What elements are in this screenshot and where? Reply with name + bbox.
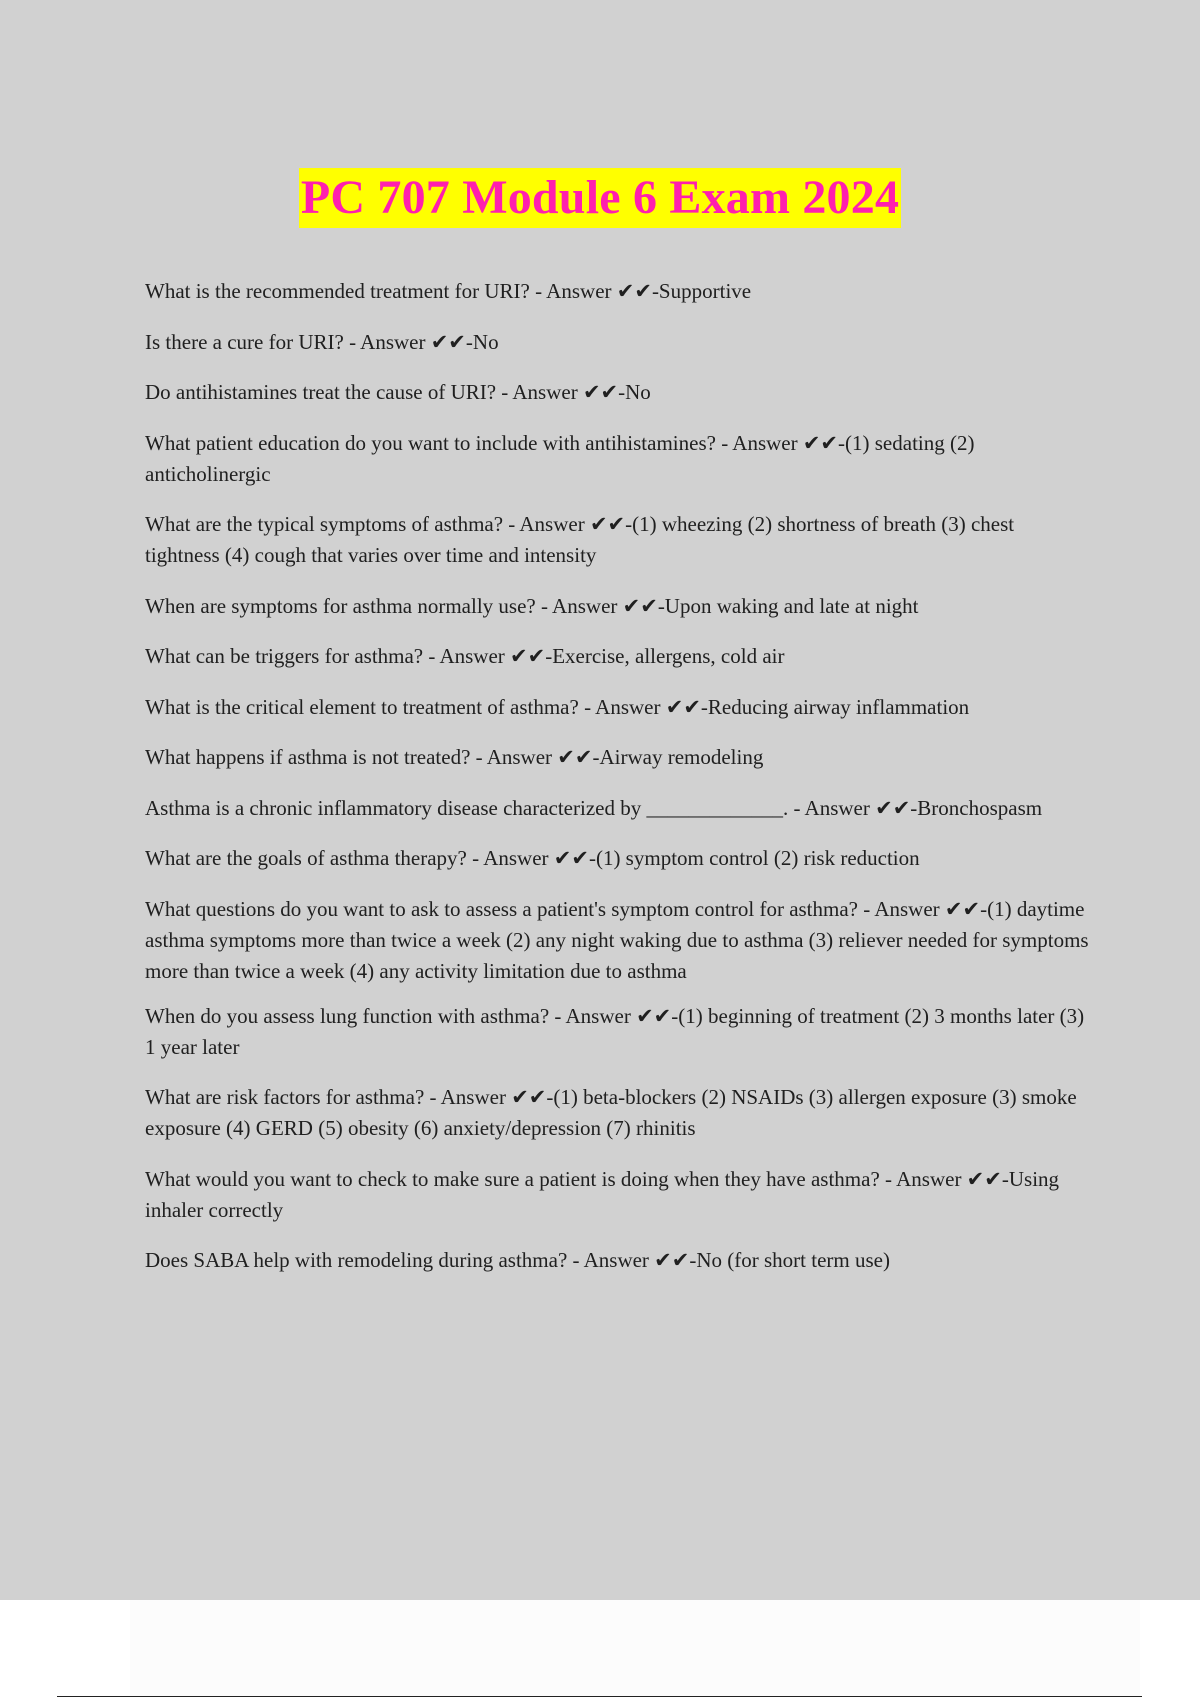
qa-item: What is the recommended treatment for URI? - Answer ✔✔-Supportive [145,279,752,303]
qa-item: Is there a cure for URI? - Answer ✔✔-No [145,329,499,354]
qa-item: What happens if asthma is not treated? - Answer ✔✔-Airway remodeling [145,745,764,769]
qa-item: What are risk factors for asthma? - Answer ✔✔-(1) beta-blockers (2) NSAIDs (3) allergen exposure (3) smoke exposure (4) GERD (5) obesity (6) anxiety/depression (7) rhinitis [145,1085,1077,1140]
qa-item: What patient education do you want to include with antihistamines? - Answer ✔✔-(1) sedating (2) anticholinergic [145,430,975,486]
qa-item: What is the critical element to treatment of asthma? - Answer ✔✔-Reducing airway inflammation [145,694,970,719]
qa-item: Do antihistamines treat the cause of URI? - Answer ✔✔-No [145,380,651,404]
qa-item: When are symptoms for asthma normally use? - Answer ✔✔-Upon waking and late at night [145,593,919,618]
title-container [0,168,1200,228]
qa-item: What are the goals of asthma therapy? - Answer ✔✔-(1) symptom control (2) risk reduction [145,846,920,870]
document-title: PC 707 Module 6 Exam 2024 [299,168,901,228]
qa-item: What would you want to check to make sure a patient is doing when they have asthma? - Answer ✔✔-Using inhaler correctly [145,1166,1060,1222]
qa-item: When do you assess lung function with asthma? - Answer ✔✔-(1) beginning of treatment (2) 3 months later (3) 1 year later [145,1003,1085,1059]
qa-item: What can be triggers for asthma? - Answer ✔✔-Exercise, allergens, cold air [145,644,785,668]
qa-item: What are the typical symptoms of asthma? - Answer ✔✔-(1) wheezing (2) shortness of breath (3) chest tightness (4) cough that varies over time and intensity [145,512,1015,567]
next-page-panel [130,1600,1140,1696]
qa-list [145,276,1090,1296]
qa-item: What questions do you want to ask to assess a patient's symptom control for asthma? - Answer ✔✔-(1) daytime asthma symptoms more than twice a week (2) any night waking due to asthma (3) reliever needed for symptoms more than twice a week (4) any activity limitation due to asthma [145,896,1089,983]
qa-item: Asthma is a chronic inflammatory disease characterized by _____________. - Answer ✔✔-Bronchospasm [145,795,1043,820]
qa-item: Does SABA help with remodeling during asthma? - Answer ✔✔-No (for short term use) [145,1248,890,1272]
page-divider [57,1696,1142,1697]
